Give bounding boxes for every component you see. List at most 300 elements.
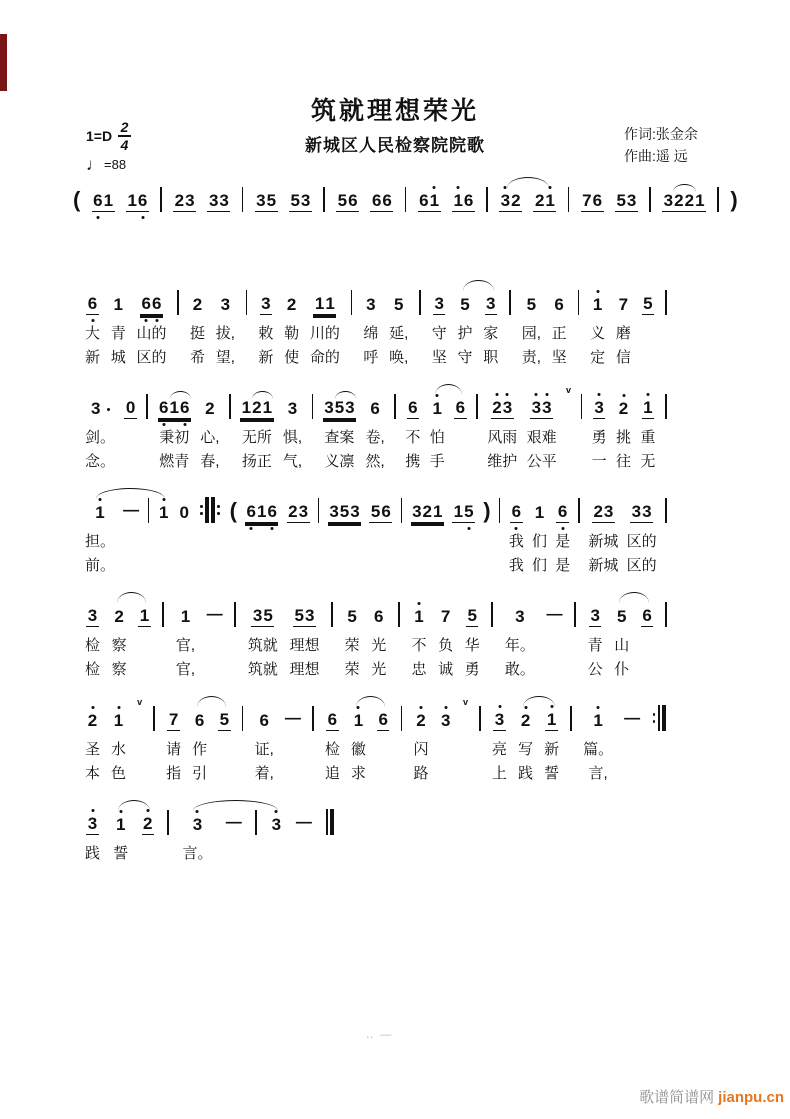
lyric-syllable [163, 528, 165, 552]
note-slot [665, 281, 667, 320]
lyric-syllable: 诚 [438, 660, 454, 678]
score-column [248, 593, 278, 680]
lyric-syllable: 不 [411, 636, 427, 654]
final-barline [325, 809, 335, 835]
lyric-syllable: 维护 [487, 452, 518, 470]
close-parenthesis: ) [483, 498, 491, 523]
note-token [126, 192, 149, 212]
score-column [432, 281, 447, 368]
note-slot [578, 281, 580, 320]
lyric-syllable: 秉初 [159, 428, 190, 446]
lyric-syllable: 定 [590, 348, 606, 366]
note-digits [328, 503, 361, 523]
score-column [370, 178, 393, 217]
lyric-syllable [246, 344, 248, 368]
lyric-syllable: 色 [111, 764, 127, 782]
lyric-syllable: 拔, [215, 324, 235, 342]
note-token [545, 711, 557, 731]
note-slot [246, 281, 248, 320]
note-token [218, 711, 230, 731]
note-token [289, 192, 312, 212]
lyric-syllable [577, 344, 579, 368]
note-digits [581, 192, 604, 212]
note-digit: 6 [381, 502, 391, 521]
lyric-syllable [631, 760, 633, 784]
note-slot [476, 385, 478, 424]
note-digits [452, 503, 475, 523]
note-slot [179, 593, 191, 632]
note-digits [260, 295, 272, 315]
note-digits [407, 399, 419, 419]
note-slot [630, 489, 653, 528]
note-token [86, 815, 98, 835]
note-token [510, 503, 522, 523]
lyric-syllable: 理想 [289, 636, 320, 654]
score-column [566, 385, 571, 472]
watermark-domain[interactable]: jianpu.cn [718, 1089, 784, 1106]
lyric-syllable: 敢。 [504, 660, 535, 678]
score-column [192, 697, 207, 784]
note-digit: 3 [300, 191, 311, 210]
score-column [284, 281, 299, 368]
octave-dot-low [155, 319, 158, 322]
close-parenthesis: ) [730, 187, 738, 212]
score-column [616, 385, 631, 472]
note-token [392, 296, 404, 315]
note-slot [452, 178, 475, 217]
note-token [323, 399, 356, 419]
lyric-syllable [130, 552, 132, 576]
note-token [179, 608, 191, 627]
note-token [642, 295, 654, 315]
score-column [166, 697, 181, 784]
lyric-syllable [419, 320, 421, 344]
note-digit: 6 [159, 399, 169, 416]
note-slot [296, 801, 312, 840]
note-digits [142, 815, 154, 835]
barline [570, 706, 572, 731]
note-token [346, 608, 358, 627]
note-digits [415, 712, 427, 731]
score-column [258, 281, 273, 368]
lyric-syllable: 检 [85, 660, 101, 678]
lyric-syllable [509, 320, 511, 344]
note-digit: 6 [348, 191, 358, 210]
score-column [665, 593, 667, 680]
lyric-syllable [570, 736, 572, 760]
note-slot [373, 593, 385, 632]
octave-dot-high [436, 394, 439, 397]
note-token [370, 192, 393, 212]
note-slot [191, 281, 203, 320]
barline [318, 498, 320, 523]
note-token [514, 608, 526, 627]
note-digit: 3 [345, 398, 355, 417]
lyric-syllable [234, 656, 236, 680]
note-digit: 1 [103, 191, 114, 210]
note-digits [533, 504, 545, 523]
barline [312, 394, 314, 419]
note-slot [289, 178, 312, 217]
note-slot [162, 593, 164, 632]
notes-row [85, 385, 667, 472]
lyric-syllable [665, 344, 667, 368]
note-digits [138, 607, 150, 627]
note-slot [419, 281, 421, 320]
note-digits [90, 400, 102, 419]
score-column [190, 281, 205, 368]
score-column [246, 281, 248, 368]
lyric-syllable: 手 [429, 452, 445, 470]
score-column [492, 697, 507, 784]
lyric-syllable [232, 528, 234, 552]
barline [479, 706, 481, 731]
note-slot [514, 593, 526, 632]
note-slot [167, 697, 179, 736]
barline [331, 602, 333, 627]
note-slot [407, 385, 419, 424]
lyric-syllable: 职 [483, 348, 499, 366]
note-digit: 2 [205, 399, 215, 418]
note-digits [115, 816, 127, 835]
note-slot [115, 801, 127, 840]
note-digits [313, 295, 336, 315]
note-slot [146, 385, 148, 424]
score-column [483, 281, 498, 368]
note-digit: 5 [616, 191, 626, 210]
lyric-syllable: 新城 [588, 556, 619, 574]
lyric-syllable [275, 840, 277, 864]
lyric-syllable: 官, [175, 636, 196, 654]
score-column [167, 801, 169, 864]
note-digit: 3 [626, 191, 637, 210]
lyric-syllable [463, 528, 465, 552]
notes-row [73, 178, 738, 217]
barline [398, 602, 400, 627]
note-digit: 2 [192, 295, 203, 314]
note-digits [485, 295, 497, 315]
score-column [85, 281, 100, 368]
note-digit: 6 [463, 191, 474, 210]
note-token [260, 295, 272, 315]
note-digits [370, 192, 393, 212]
score-column [85, 489, 115, 576]
note-digit: 2 [87, 712, 97, 729]
note-slot [240, 385, 273, 424]
barline [578, 498, 580, 523]
note-slot [589, 593, 601, 632]
note-slot [617, 385, 629, 424]
lyric-syllable: 们 [531, 532, 547, 550]
watermark-site-name: 歌谱简谱网 [639, 1089, 715, 1106]
lyric-syllable [479, 760, 481, 784]
score-column [207, 593, 223, 680]
note-token [617, 296, 629, 315]
note-digit: 6 [382, 191, 392, 210]
augmentation-dot [107, 408, 111, 412]
breath-mark: v [462, 697, 468, 707]
note-slot [581, 385, 583, 424]
note-digits [642, 399, 654, 419]
score-column [590, 281, 605, 368]
note-slot [312, 697, 314, 736]
score-column [289, 178, 312, 217]
repeat-bar [330, 809, 334, 835]
lyric-syllable [139, 760, 141, 784]
score-system [73, 178, 738, 217]
lyric-syllable: 区的 [626, 532, 657, 550]
score-column [544, 697, 559, 784]
note-token [92, 192, 115, 212]
lyric-syllable [143, 632, 145, 656]
note-token [86, 607, 98, 627]
lyric-syllable: 闪 [413, 740, 429, 758]
score-column [255, 801, 257, 864]
note-digits [556, 503, 568, 523]
note-digits [178, 504, 190, 523]
note-slot [533, 489, 545, 528]
score-column [289, 593, 319, 680]
lyric-syllable: 前。 [85, 556, 116, 574]
score-column [439, 697, 451, 784]
repeat-bar [205, 497, 209, 523]
note-digit: 1 [241, 398, 252, 417]
lyric-syllable [209, 528, 211, 552]
score-column [555, 489, 570, 576]
note-digit: 1 [546, 711, 556, 728]
score-column [371, 593, 386, 680]
open-parenthesis: ( [73, 187, 81, 212]
score-column [157, 489, 169, 576]
barline [323, 187, 325, 212]
lyric-syllable [143, 656, 145, 680]
note-slot [499, 489, 501, 528]
dash-note: — [624, 710, 641, 727]
note-slot [86, 593, 98, 632]
note-token [454, 399, 466, 419]
note-slot [124, 385, 136, 424]
note-digits [336, 192, 359, 212]
note-slot [651, 697, 667, 736]
score-column [499, 178, 522, 217]
lyric-syllable: 是 [555, 532, 571, 550]
lyric-syllable: 艰难 [526, 428, 557, 446]
note-token [662, 192, 706, 212]
barline [568, 187, 570, 212]
lyric-syllable [426, 528, 428, 552]
score-column [351, 697, 366, 784]
barline [234, 602, 236, 627]
note-digit: 3 [287, 399, 298, 418]
barline [167, 810, 169, 835]
octave-dot-high [357, 706, 360, 709]
lyric-syllable: 作 [192, 740, 208, 758]
lyric-syllable: 公平 [526, 452, 557, 470]
note-digit: 1 [545, 192, 555, 209]
score-column [147, 489, 149, 576]
repeat-dots [217, 497, 220, 523]
open-parenthesis: ( [229, 498, 237, 523]
note-digits [193, 712, 205, 731]
lyric-syllable: 山的 [136, 324, 167, 342]
lyric-syllable: 正 [551, 324, 567, 342]
score-column [365, 385, 384, 472]
score-column [126, 178, 149, 217]
note-slot [483, 489, 490, 528]
notes-row [85, 697, 667, 784]
note-slot [73, 178, 80, 217]
note-digits [411, 503, 444, 523]
note-digit: 6 [179, 399, 189, 416]
note-slot [251, 593, 274, 632]
lyric-syllable [646, 656, 648, 680]
note-digit: 3 [219, 191, 229, 210]
lyric-syllable [344, 528, 346, 552]
lyric-syllable: 引 [192, 764, 208, 782]
note-token [313, 295, 336, 315]
lyric-syllable [292, 736, 294, 760]
barline [509, 290, 511, 315]
note-slot [331, 593, 333, 632]
octave-dot-high [419, 706, 422, 709]
lyric-syllable [312, 760, 314, 784]
note-token [413, 608, 425, 627]
lyric-syllable [214, 656, 216, 680]
lyric-syllable: 证, [254, 740, 274, 758]
note-slot [624, 697, 640, 736]
lyric-syllable: 然, [365, 452, 385, 470]
score-column [527, 385, 557, 472]
note-digits [86, 607, 98, 627]
note-slot [260, 281, 272, 320]
note-token [328, 503, 361, 523]
song-subtitle: 新城区人民检察院院歌 [305, 136, 485, 156]
note-digits [431, 400, 443, 419]
lyric-syllable: 气, [282, 452, 303, 470]
note-slot [230, 489, 237, 528]
key-signature: 1=D [86, 127, 113, 144]
barline [351, 290, 353, 315]
score-column [245, 489, 278, 576]
score-column [325, 801, 335, 864]
note-digits [286, 400, 298, 419]
lyric-syllable: 春, [200, 452, 220, 470]
score-column [533, 178, 556, 217]
note-digit: 1 [169, 398, 179, 417]
score-column [400, 489, 402, 576]
note-digits [287, 503, 310, 523]
note-slot [405, 178, 407, 217]
note-token [616, 608, 628, 627]
note-token [459, 296, 471, 315]
barline [419, 290, 421, 315]
note-slot [313, 281, 336, 320]
lyric-syllable: 剑。 [85, 428, 116, 446]
octave-dot-high [99, 498, 102, 501]
note-digit: 1 [113, 295, 123, 314]
note-digits [140, 295, 163, 315]
note-token [258, 712, 270, 731]
note-digit: 0 [125, 398, 136, 417]
barline [401, 706, 403, 731]
score-column [85, 697, 100, 784]
note-slot [591, 281, 603, 320]
octave-dot-high [498, 705, 501, 708]
lyric-syllable: 守 [457, 348, 473, 366]
note-token [589, 607, 601, 627]
song-title: 筑就理想荣光 [310, 96, 479, 125]
note-digit: 5 [334, 398, 345, 417]
notes-row [85, 281, 667, 368]
note-digits [285, 296, 297, 315]
note-digit: 5 [526, 295, 537, 314]
note-token [525, 296, 537, 315]
note-digits [630, 503, 653, 523]
lyric-syllable [167, 840, 169, 864]
dash-note: — [284, 710, 301, 727]
score-column [323, 385, 356, 472]
note-slot [493, 697, 505, 736]
note-slot [413, 593, 425, 632]
lyric-syllable: 新城 [588, 532, 619, 550]
score-column [476, 385, 478, 472]
note-slot [556, 489, 568, 528]
score-system [85, 593, 667, 680]
lyric-syllable [464, 760, 466, 784]
note-token [533, 504, 545, 523]
lyric-syllable: 本 [85, 764, 101, 782]
note-digit: 3 [208, 191, 219, 210]
note-digit: 1 [643, 399, 653, 416]
lyric-syllable [419, 344, 421, 368]
note-digit: 1 [325, 294, 335, 313]
note-slot [370, 178, 393, 217]
note-digits [433, 295, 445, 315]
note-digits [126, 192, 149, 212]
note-digits [615, 192, 638, 212]
note-digit: 6 [592, 191, 603, 210]
lyric-syllable [380, 552, 382, 576]
note-slot [207, 178, 230, 217]
note-slot [592, 697, 604, 736]
lyric-syllable [223, 760, 225, 784]
lyric-syllable [147, 528, 149, 552]
note-digit: 1 [158, 504, 168, 521]
score-column [438, 593, 453, 680]
lyric-syllable [658, 760, 660, 784]
barline [665, 498, 667, 523]
lyric-syllable [229, 424, 231, 448]
lyric-syllable: 践 [85, 844, 101, 862]
lyric-syllable [214, 632, 216, 656]
lyric-syllable [318, 552, 320, 576]
tempo-value: =88 [104, 157, 127, 172]
barline [394, 394, 396, 419]
score-column [574, 593, 576, 680]
note-token [90, 400, 111, 419]
note-digits [369, 400, 381, 419]
note-digits [179, 608, 191, 627]
note-slot [491, 593, 493, 632]
note-slot [193, 697, 205, 736]
score-column [389, 281, 408, 368]
note-token [553, 296, 565, 315]
note-digits [218, 711, 230, 731]
score-column [226, 801, 242, 864]
octave-dot-low [141, 216, 144, 219]
lyric-syllable: 山 [614, 636, 630, 654]
note-token [115, 816, 127, 835]
